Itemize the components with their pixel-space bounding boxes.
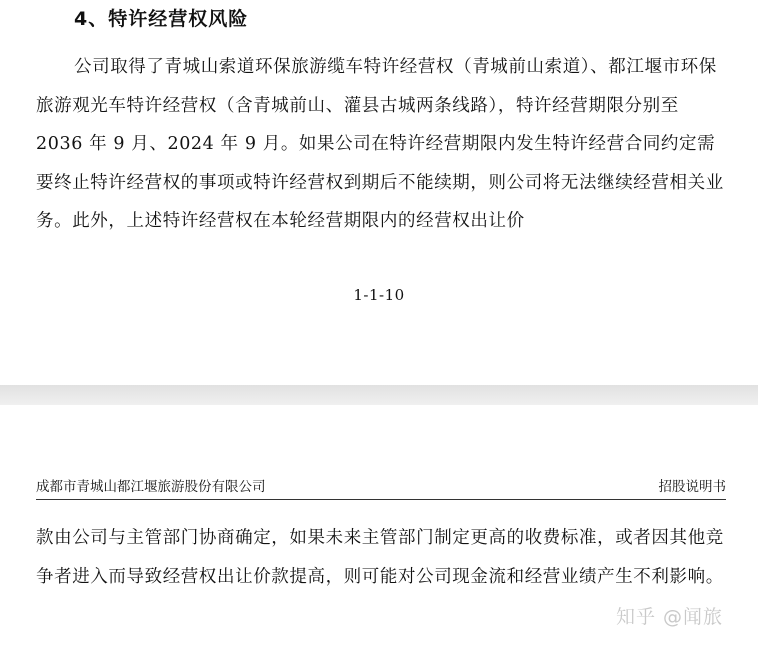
page-number: 1-1-10 (353, 286, 405, 304)
risk-paragraph-page1-text: 公司取得了青城山索道环保旅游缆车特许经营权（青城前山索道）、都江堰市环保旅游观光车特许经营权（含青城前山、灌县古城两条线路），特许经营期限分别至 2036 年 9 月、2024 年 9 月。如果公司在特许经营期限内发生特许经营合同约定需要终止特许经营权的事项或特许经营权到期后不能续期，则公司将无法继续经营相关业务。此外，上述特许经营权在本轮经营期限内的经营权出让价 (36, 57, 724, 231)
risk-paragraph-page1 (36, 48, 726, 241)
page-separator (0, 385, 758, 405)
company-name: 成都市青城山都江堰旅游股份有限公司 (36, 479, 266, 495)
document-type: 招股说明书 (658, 479, 726, 495)
risk-paragraph-page2: 款由公司与主管部门协商确定，如果未来主管部门制定更高的收费标准，或者因其他竞争者进入而导致经营权出让价款提高，则可能对公司现金流和经营业绩产生不利影响。 (36, 528, 724, 587)
zhihu-watermark: 知乎 @闻旅 (616, 606, 724, 628)
section-heading: 4、特许经营权风险 (74, 8, 249, 30)
running-header (36, 475, 726, 500)
